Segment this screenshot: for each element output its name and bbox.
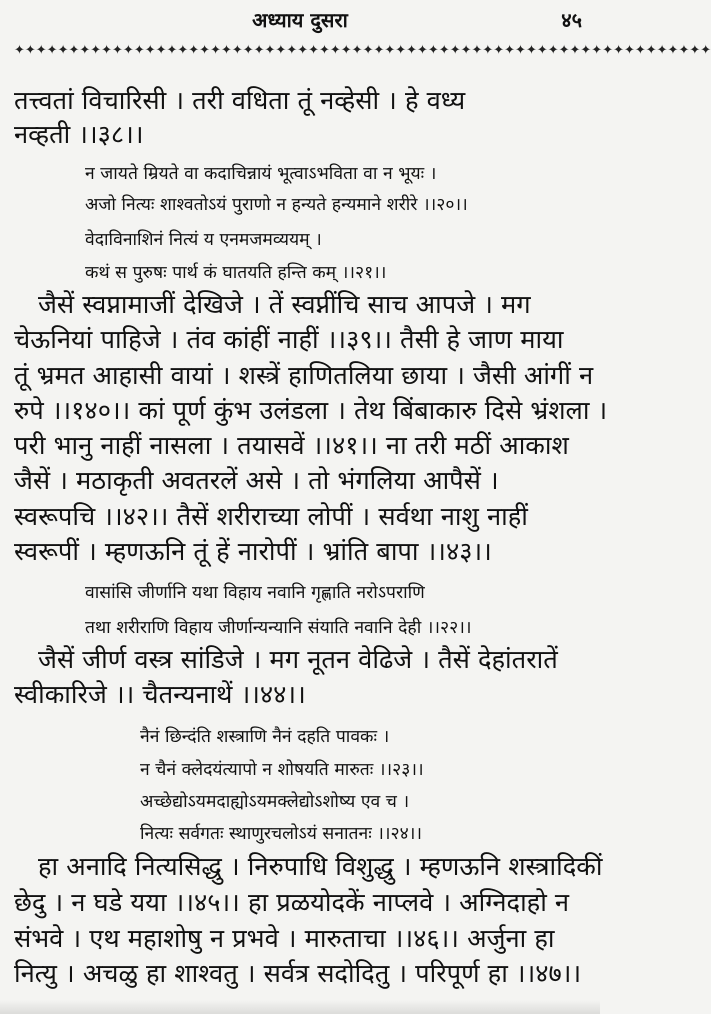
sanskrit-shloka-line: नित्यः सर्वगतः स्थाणुरचलोऽयं सनातनः ।।२४।। [140, 824, 423, 844]
verse-line: जैसें स्वप्नामाजीं देखिजे । तें स्वप्नींचि साच आपजे । मग [38, 290, 531, 320]
verse-line: नव्हती ।।३८।। [14, 120, 144, 150]
verse-line: नित्यु । अचळु हा शाश्वतु । सर्वत्र सदोदितु । परिपूर्ण हा ।।४७।। [14, 959, 582, 989]
sanskrit-shloka-line: अजो नित्यः शाश्वतोऽयं पुराणो न हन्यते हन्यमाने शरीरे ।।२०।। [85, 195, 468, 215]
verse-line: हा अनादि नित्यसिद्धु । निरुपाधि विशुद्धु । म्हणऊनि शस्त्रादिकीं [38, 852, 603, 882]
sanskrit-shloka-line: अच्छेद्योऽयमदाह्योऽयमक्लेद्योऽशोष्य एव च । [140, 792, 410, 812]
verse-line: परी भानु नाहीं नासला । तयासवें ।।४१।। ना तरी मठीं आकाश [14, 431, 569, 461]
sanskrit-shloka-line: तथा शरीराणि विहाय जीर्णान्यन्यानि संयाति नवानि देही ।।२२।। [85, 618, 472, 638]
verse-line: स्वरूपीं । म्हणऊनि तूं हें नारोपीं । भ्रांति बापा ।।४३।। [14, 537, 492, 567]
verse-line: तूं भ्रमत आहासी वायां । शस्त्रें हाणितलिया छाया । जैसी आंगीं न [14, 361, 594, 391]
header-ornamental-rule: ✦✦✦✦✦✦✦✦✦✦✦✦✦✦✦✦✦✦✦✦✦✦✦✦✦✦✦✦✦✦✦✦✦✦✦✦✦✦✦✦✦✦✦✦✦✦✦✦✦✦✦✦✦✦✦✦✦✦✦✦✦✦✦✦ [14, 43, 711, 58]
sanskrit-shloka-line: नैनं छिन्दंति शस्त्राणि नैनं दहति पावकः । [140, 727, 390, 747]
verse-line: जैसें । मठाकृती अवतरलें असे । तो भंगलिया आपैसें । [14, 466, 499, 496]
verse-line: संभवे । एथ महाशोषु न प्रभवे । मारुताचा ।।४६।। अर्जुना हा [14, 924, 555, 954]
verse-line: चेऊनियां पाहिजे । तंव कांहीं नाहीं ।।३९।। तैसी हे जाण माया [14, 325, 564, 355]
page-bottom-edge [0, 1000, 600, 1014]
page-header [0, 0, 600, 44]
sanskrit-shloka-line: न जायते म्रियते वा कदाचिन्नायं भूत्वाऽभविता वा न भूयः । [85, 164, 437, 184]
sanskrit-shloka-line: वेदाविनाशिनं नित्यं य एनमजमव्ययम् । [85, 230, 322, 250]
verse-line: स्वीकारिजे ।। चैतन्यनाथें ।।४४।। [14, 680, 306, 710]
verse-line: रुपे ।।१४०।। कां पूर्ण कुंभ उलंडला । तेथ बिंबाकारु दिसे भ्रंशला । [14, 396, 608, 426]
page-number: ४५ [561, 8, 582, 32]
sanskrit-shloka-line: वासांसि जीर्णानि यथा विहाय नवानि गृह्णाति नरोऽपराणि [85, 583, 425, 603]
sanskrit-shloka-line: न चैनं क्लेदयंत्यापो न शोषयति मारुतः ।।२३।। [140, 760, 424, 780]
verse-line: स्वरूपचि ।।४२।। तैसें शरीराच्या लोपीं । सर्वथा नाशु नाहीं [14, 502, 528, 532]
verse-line: जैसें जीर्ण वस्त्र सांडिजे । मग नूतन वेढिजे । तैसें देहांतरातें [38, 645, 558, 675]
verse-line: छेदु । न घडे यया ।।४५।। हा प्रळयोदकें नाप्लवे । अग्निदाहो न [14, 888, 570, 918]
verse-line: तत्त्वतां विचारिसी । तरी वधिता तूं नव्हेसी । हे वध्य [14, 86, 466, 116]
sanskrit-shloka-line: कथं स पुरुषः पार्थ कं घातयति हन्ति कम् ।।२१।। [85, 263, 387, 283]
chapter-title: अध्याय दुसरा [252, 8, 348, 32]
